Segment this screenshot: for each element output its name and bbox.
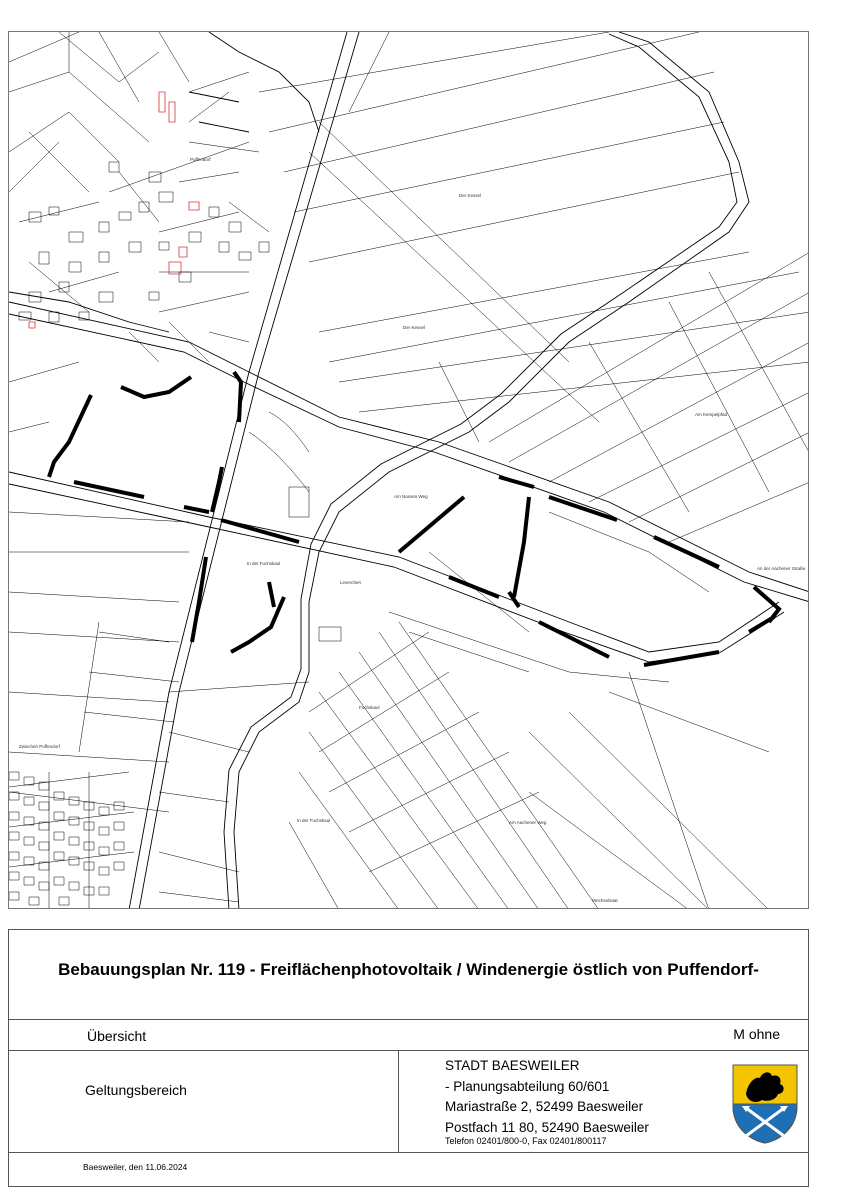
office-line: - Planungsabteilung 60/601 — [445, 1078, 610, 1094]
map-label-wechselsaat: Wechselsaat — [592, 898, 618, 903]
plan-title: Bebauungsplan Nr. 119 - Freiflächenphotovoltaik / Windenergie östlich von Puffendorf- — [58, 960, 759, 979]
scale-label: M ohne — [733, 1026, 780, 1042]
phone-fax: Telefon 02401/800-0, Fax 02401/800117 — [445, 1136, 607, 1146]
map-label-puffendorf: Puffendorf — [190, 157, 211, 162]
overview-label: Übersicht — [87, 1028, 147, 1044]
scope-label: Geltungsbereich — [85, 1082, 187, 1098]
map-label-leverchen: Leverchen — [340, 580, 362, 585]
map-label-der-kessel: Der Kessel — [459, 193, 482, 198]
map-label-der-kessel: Der Kessel — [403, 325, 426, 330]
cadastral-map — [8, 31, 809, 909]
map-label-zwischen-puffendorf: Zwischen Puffendorf — [19, 744, 60, 749]
map-label-fuchskaul: Fuchskaul — [359, 705, 380, 710]
map-label-am-kempelpfad: Am Kempelpfad — [695, 412, 728, 417]
title-block — [8, 929, 809, 1187]
office-line: STADT BAESWEILER — [445, 1058, 580, 1073]
divider — [9, 1019, 808, 1020]
divider — [9, 1050, 808, 1051]
office-line: Mariastraße 2, 52499 Baesweiler — [445, 1099, 644, 1114]
map-label-in-der-fuchskaul: In der Fuchskaul — [297, 818, 331, 823]
date-line: Baesweiler, den 11.06.2024 — [83, 1162, 188, 1172]
map-label-am-nassen-weg: Am Nassen Weg — [394, 494, 428, 499]
office-line: Postfach 11 80, 52490 Baesweiler — [445, 1119, 649, 1135]
baesweiler-coat-of-arms-icon — [732, 1064, 798, 1149]
divider — [9, 1152, 808, 1153]
map-label-in-der-fuchskaul: In der Fuchskaul — [247, 561, 281, 566]
map-label-an-der-aachener-strasse: An der Aachener Straße — [757, 566, 806, 571]
office-address — [445, 1056, 649, 1138]
divider — [398, 1050, 399, 1152]
map-drawing — [9, 32, 809, 909]
map-label-am-aachener-weg: Am Aachener Weg — [509, 820, 547, 825]
